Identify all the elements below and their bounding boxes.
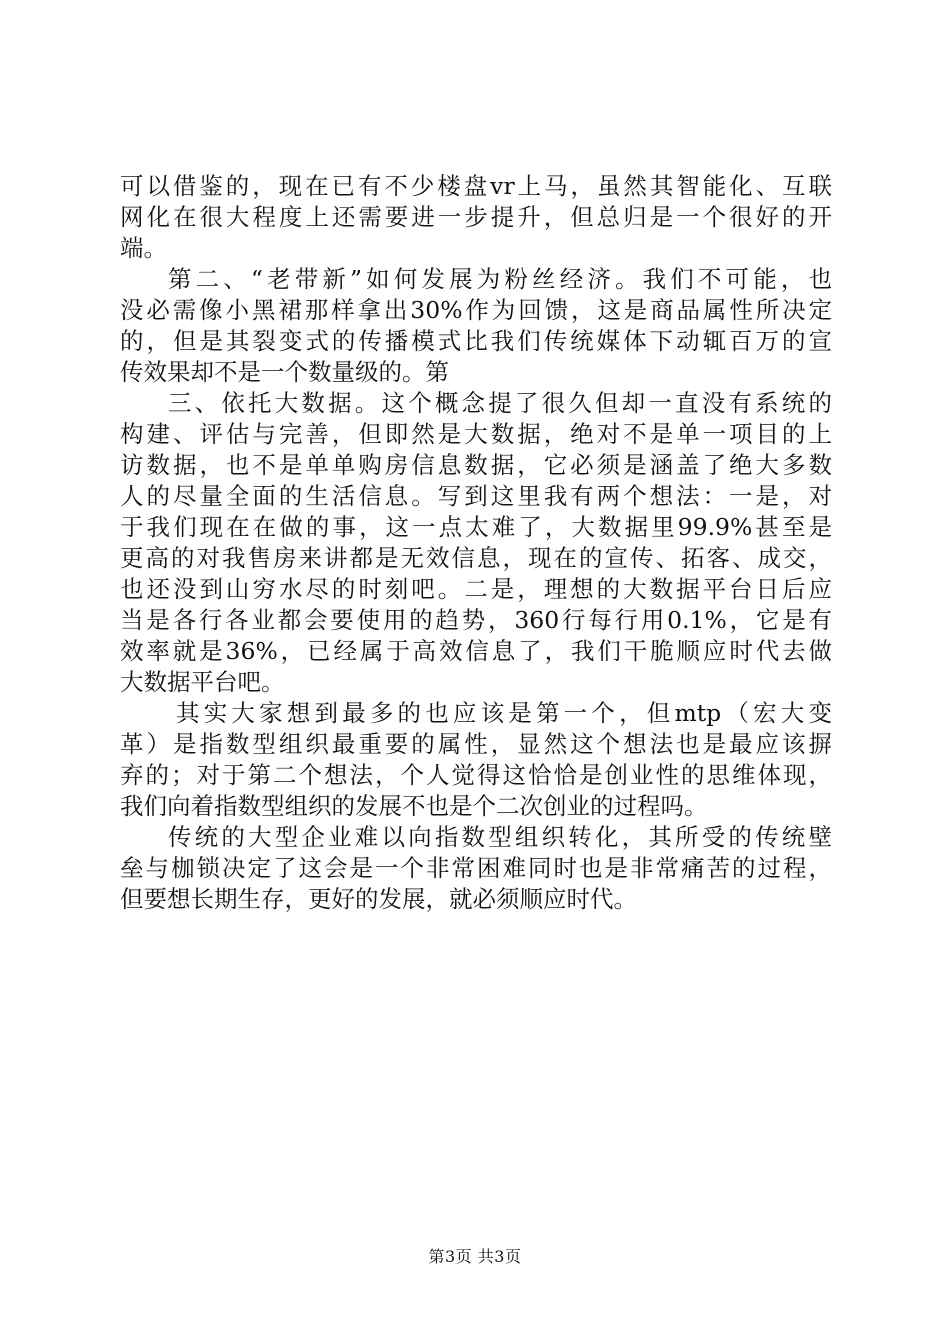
text-line: 垒与枷锁决定了这会是一个非常困难同时也是非常痛苦的过程， (120, 854, 832, 882)
text-line: 更高的对我售房来讲都是无效信息，现在的宣传、拓客、成交， (120, 544, 832, 572)
text-line: 构建、评估与完善，但即然是大数据，绝对不是单一项目的上 (120, 420, 832, 448)
text-line: 第二、“老带新”如何发展为粉丝经济。我们不可能，也 (168, 265, 832, 293)
text-line: 于我们现在在做的事，这一点太难了，大数据里99.9%甚至是 (120, 513, 832, 541)
text-line: 但要想长期生存，更好的发展，就必须顺应时代。 (120, 885, 637, 913)
text-line: 我们向着指数型组织的发展不也是个二次创业的过程吗。 (120, 792, 708, 820)
text-line: 端。 (120, 234, 167, 262)
text-line: 当是各行各业都会要使用的趋势，360行每行用0.1%，它是有 (120, 606, 832, 634)
text-line: 也还没到山穷水尽的时刻吧。二是，理想的大数据平台日后应 (120, 575, 832, 603)
document-body (120, 171, 832, 915)
text-line: 其实大家想到最多的也应该是第一个，但mtp（宏大变 (176, 699, 832, 727)
text-line: 的，但是其裂变式的传播模式比我们传统媒体下动辄百万的宣 (120, 327, 832, 355)
text-line: 访数据，也不是单单购房信息数据，它必须是涵盖了绝大多数 (120, 451, 832, 479)
text-line: 传效果却不是一个数量级的。第 (120, 358, 449, 386)
text-line: 效率就是36%，已经属于高效信息了，我们干脆顺应时代去做 (120, 637, 832, 665)
text-line: 网化在很大程度上还需要进一步提升，但总归是一个很好的开 (120, 203, 832, 231)
text-line: 三、依托大数据。这个概念提了很久但却一直没有系统的 (168, 389, 832, 417)
text-line: 没必需像小黑裙那样拿出30%作为回馈，这是商品属性所决定 (120, 296, 832, 324)
page-footer: 第3页 共3页 (428, 1247, 522, 1266)
text-line: 弃的；对于第二个想法，个人觉得这恰恰是创业性的思维体现， (120, 761, 832, 789)
text-line: 传统的大型企业难以向指数型组织转化，其所受的传统壁 (168, 823, 832, 851)
text-line: 革）是指数型组织最重要的属性，显然这个想法也是最应该摒 (120, 730, 832, 758)
text-line: 可以借鉴的，现在已有不少楼盘vr上马，虽然其智能化、互联 (120, 172, 832, 200)
text-line: 人的尽量全面的生活信息。写到这里我有两个想法：一是，对 (120, 482, 832, 510)
text-line: 大数据平台吧。 (120, 668, 285, 696)
